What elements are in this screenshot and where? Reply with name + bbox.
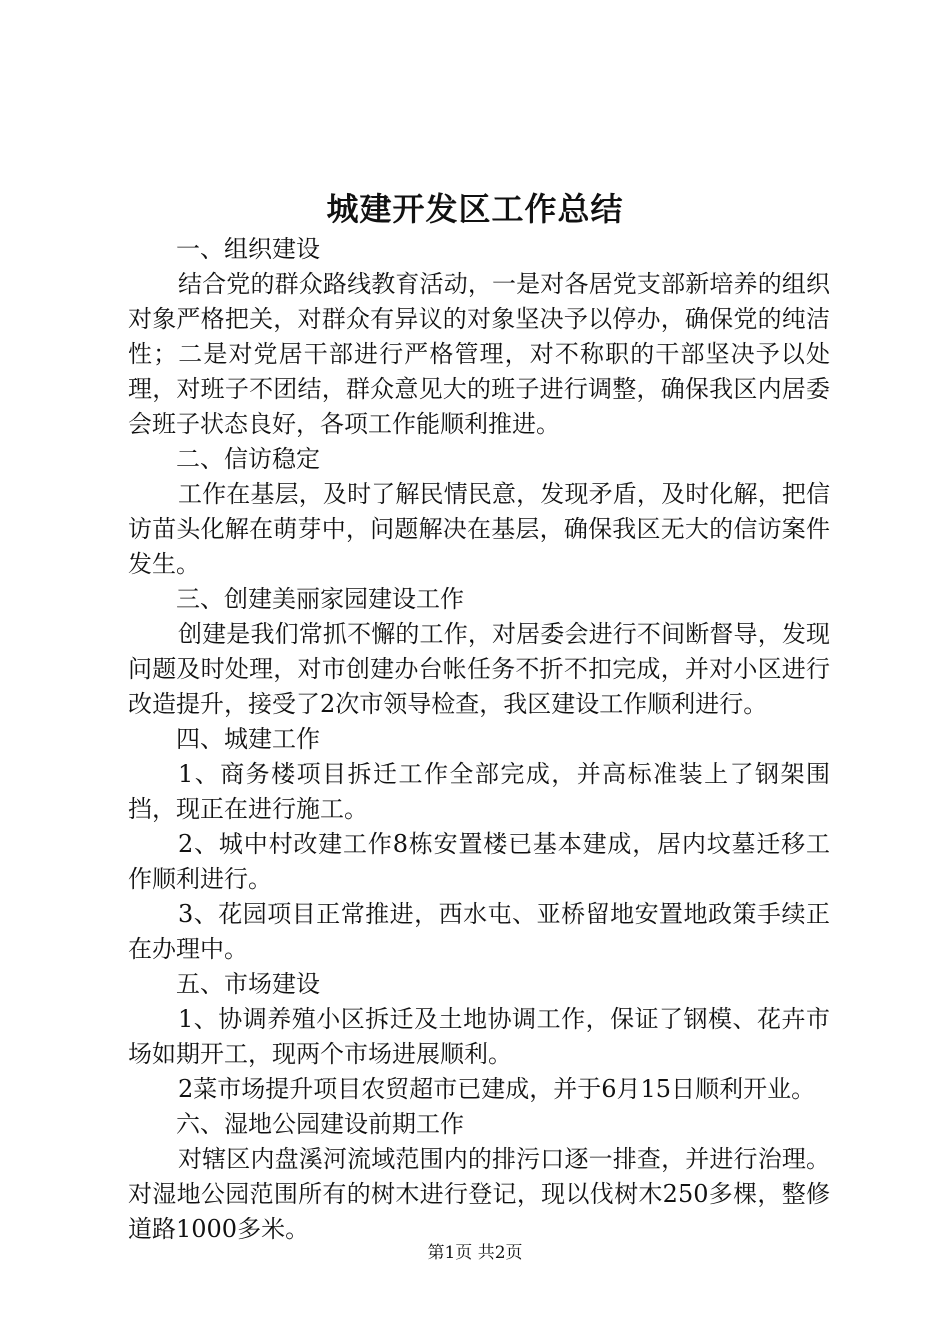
section-heading-organization: 一、组织建设 — [176, 235, 320, 263]
paragraph-homeland: 创建是我们常抓不懈的工作，对居委会进行不间断督导，发现问题及时处理，对市创建办台帐任务不折不扣完成，并对小区进行改造提升，接受了2次市领导检查，我区建设工作顺利进行。 — [128, 620, 830, 718]
section-heading-market: 五、市场建设 — [176, 970, 320, 998]
section-heading-petition: 二、信访稳定 — [176, 445, 320, 473]
document-title: 城建开发区工作总结 — [326, 190, 624, 228]
page-number: 第1页 共2页 — [427, 1243, 523, 1263]
paragraph-urban-construction-1: 1、商务楼项目拆迁工作全部完成，并高标准装上了钢架围挡，现正在进行施工。 — [128, 760, 830, 823]
paragraph-petition: 工作在基层，及时了解民情民意，发现矛盾，及时化解，把信访苗头化解在萌芽中，问题解决在基层，确保我区无大的信访案件发生。 — [128, 480, 830, 578]
paragraph-wetland-park: 对辖区内盘溪河流域范围内的排污口逐一排查，并进行治理。对湿地公园范围所有的树木进行登记，现以伐树木250多棵，整修道路1000多米。 — [128, 1145, 830, 1243]
document-body — [128, 232, 830, 1247]
paragraph-market-1: 1、协调养殖小区拆迁及土地协调工作，保证了钢模、花卉市场如期开工，现两个市场进展顺利。 — [128, 1005, 830, 1068]
section-heading-wetland-park: 六、湿地公园建设前期工作 — [176, 1110, 464, 1138]
paragraph-market-2: 2菜市场提升项目农贸超市已建成，并于6月15日顺利开业。 — [178, 1075, 816, 1103]
section-heading-urban-construction: 四、城建工作 — [176, 725, 320, 753]
paragraph-organization: 结合党的群众路线教育活动，一是对各居党支部新培养的组织对象严格把关，对群众有异议的对象坚决予以停办，确保党的纯洁性；二是对党居干部进行严格管理，对不称职的干部坚决予以处理，对班子不团结，群众意见大的班子进行调整，确保我区内居委会班子状态良好，各项工作能顺利推进。 — [128, 270, 830, 438]
paragraph-urban-construction-3: 3、花园项目正常推进，西水屯、亚桥留地安置地政策手续正在办理中。 — [128, 900, 830, 963]
paragraph-urban-construction-2: 2、城中村改建工作8栋安置楼已基本建成，居内坟墓迁移工作顺利进行。 — [128, 830, 830, 893]
section-heading-homeland: 三、创建美丽家园建设工作 — [176, 585, 464, 613]
